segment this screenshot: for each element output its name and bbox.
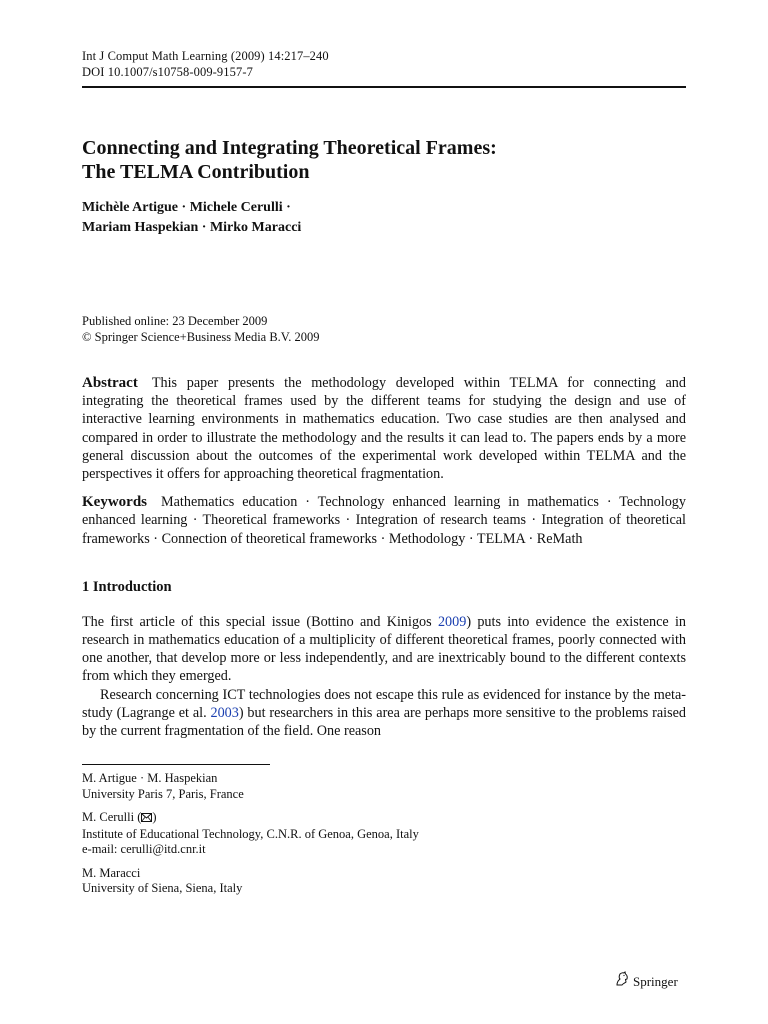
intro-p1-text-start: The first article of this special issue (Bottino and Kinigos <box>82 613 438 630</box>
footnote-divider <box>82 764 270 765</box>
intro-paragraph-1 <box>82 613 686 686</box>
abstract-text: This paper presents the methodology developed within TELMA for connecting and integrating the theoretical frames used by the different teams for studying the design and use of interactive learning environments in mathematics education. Two case studies are then analysed and compared in order to illustrate the methodology and the results it can lead to. The papers ends by a more general discussion about the outcomes of the experimental work developed within TELMA and the perspectives it offers for approaching theoretical fragmentation. <box>82 375 686 483</box>
affiliations <box>82 771 686 897</box>
springer-footer-logo <box>614 971 678 992</box>
affiliation-artigue-haspekian <box>82 771 686 802</box>
header-divider <box>82 86 686 88</box>
intro-p2-text-start: Research concerning ICT technologies does not escape this rule as evidenced for instance by the meta-study (Lagrange et al. <box>82 686 686 721</box>
journal-citation: Int J Comput Math Learning (2009) 14:217–240 <box>82 49 329 63</box>
affiliation-institution: Institute of Educational Technology, C.N.R. of Genoa, Genoa, Italy <box>82 826 419 841</box>
affiliation-names <box>82 810 686 827</box>
affiliation-names: M. Artigue · M. Haspekian <box>82 771 218 786</box>
affiliation-cerulli <box>82 810 686 858</box>
publication-info <box>82 313 686 345</box>
abstract <box>82 374 686 483</box>
affiliation-institution: University Paris 7, Paris, France <box>82 786 244 801</box>
springer-wordmark: Springer <box>633 973 678 989</box>
affiliation-names: M. Maracci <box>82 865 141 880</box>
published-date: Published online: 23 December 2009 <box>82 314 268 328</box>
author-list <box>82 198 686 238</box>
authors-line-1: Michèle Artigue · Michele Cerulli · <box>82 200 291 215</box>
keywords-text: Mathematics education · Technology enhanced learning in mathematics · Technology enhanced learning · Theoretical frameworks · Integration of research teams · Integration of theoretical frameworks · Connection of theoretical frameworks · Methodology · TELMA · ReMath <box>82 494 686 547</box>
keywords-label: Keywords <box>82 494 147 511</box>
article-page <box>82 48 686 905</box>
citation-link-2003[interactable]: 2003 <box>210 704 239 721</box>
citation-link-2009[interactable]: 2009 <box>437 613 467 630</box>
intro-paragraph-2 <box>82 686 686 741</box>
title-line-2: The TELMA Contribution <box>82 161 310 183</box>
intro-p1-text-end: ) puts into evidence the existence in research in mathematics education of a multiplicity of different theoretical frames, poorly connected with one another, that develop more or less independently, and are inextricably bound to the different contexts from which they emerged. <box>82 613 686 685</box>
corresponding-author-name: M. Cerulli ( <box>82 810 142 825</box>
envelope-icon <box>141 811 152 827</box>
corresponding-author-paren: ) <box>152 810 157 825</box>
title-line-1: Connecting and Integrating Theoretical Frames: <box>82 137 497 159</box>
springer-horse-icon <box>614 971 630 992</box>
affiliation-institution: University of Siena, Siena, Italy <box>82 881 243 896</box>
doi-link[interactable]: DOI 10.1007/s10758-009-9157-7 <box>82 65 253 79</box>
affiliation-maracci <box>82 866 686 897</box>
keywords <box>82 493 686 548</box>
abstract-label: Abstract <box>82 375 138 391</box>
section-heading-introduction: 1 Introduction <box>82 578 172 595</box>
intro-p2-text-end: ) but researchers in this area are perhaps more sensitive to the problems raised by the current fragmentation of the field. One reason <box>82 704 686 740</box>
article-title <box>82 136 686 184</box>
author-email-link[interactable]: e-mail: cerulli@itd.cnr.it <box>82 842 206 857</box>
copyright-notice: © Springer Science+Business Media B.V. 2009 <box>82 330 320 344</box>
authors-line-2: Mariam Haspekian · Mirko Maracci <box>82 220 302 235</box>
